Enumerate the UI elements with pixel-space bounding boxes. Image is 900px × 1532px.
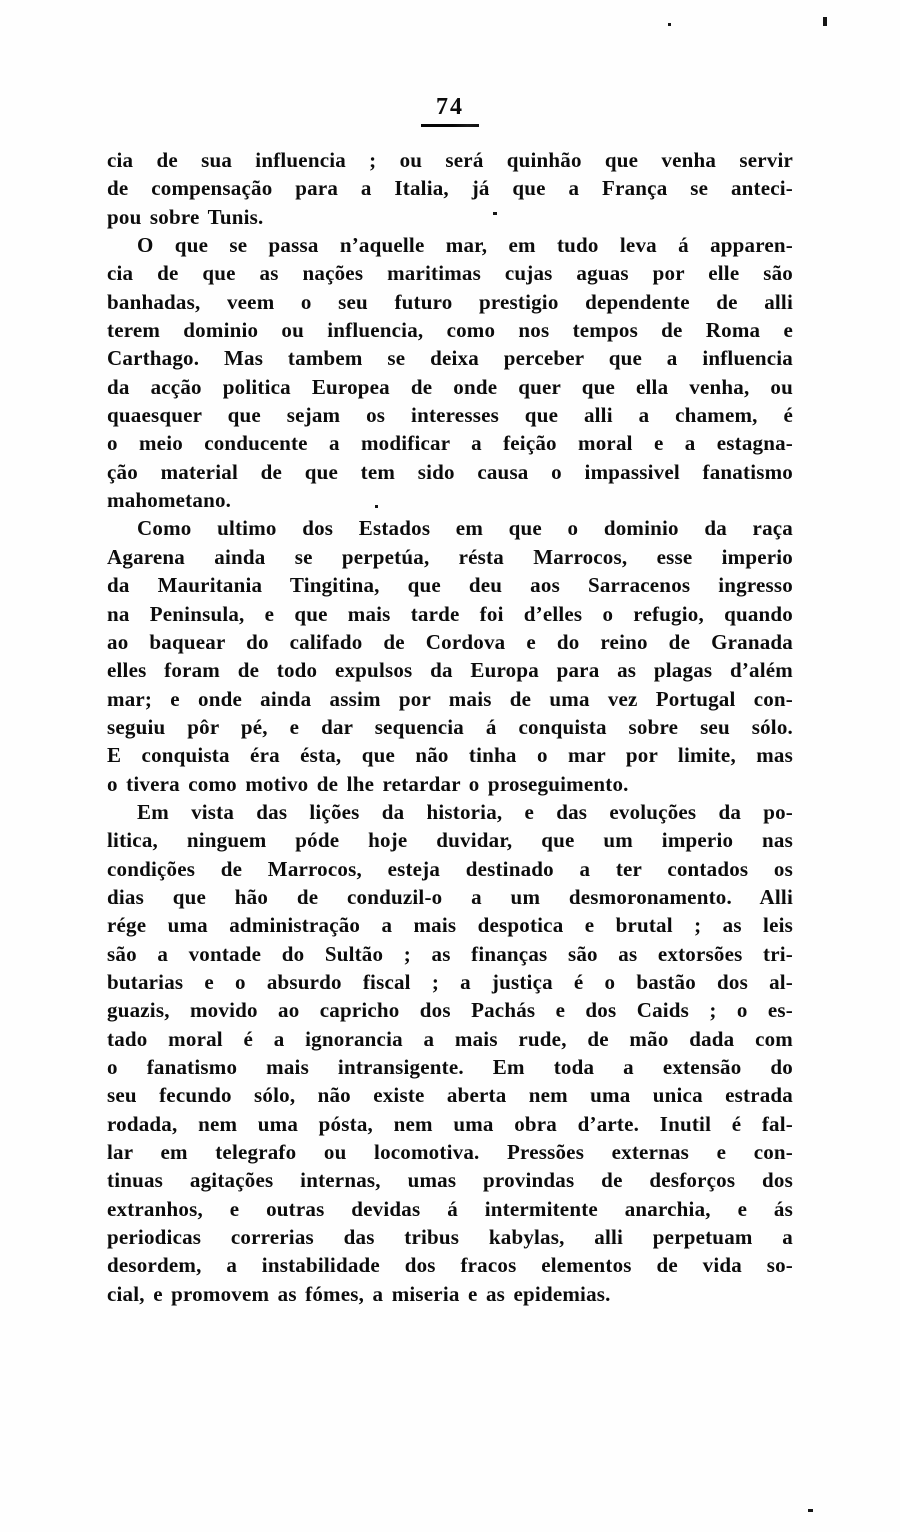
scan-speck bbox=[823, 17, 827, 26]
text-line: quaesquer que sejam os interesses que alli a chamem, é bbox=[107, 403, 793, 428]
text-line: tinuas agitações internas, umas provindas de desforços dos bbox=[107, 1168, 793, 1193]
page-number: 74 bbox=[436, 94, 464, 120]
text-line: de compensação para a Italia, já que a França se anteci- bbox=[107, 176, 793, 201]
text-line: o fanatismo mais intransigente. Em toda a extensão do bbox=[107, 1055, 793, 1079]
page-number-rule bbox=[421, 124, 479, 127]
text-line: guazis, movido ao capricho dos Pachás e dos Caids ; o es- bbox=[107, 998, 793, 1023]
text-line: são a vontade do Sultão ; as finanças são as extorsões tri- bbox=[107, 941, 793, 966]
text-line: banhadas, veem o seu futuro prestigio dependente de alli bbox=[107, 289, 793, 314]
text-line: E conquista éra ésta, que não tinha o mar por limite, mas bbox=[107, 743, 793, 768]
text-line: cia de que as nações maritimas cujas aguas por elle são bbox=[107, 261, 793, 286]
text-line: periodicas correrias das tribus kabylas, alli perpetuam a bbox=[107, 1225, 793, 1250]
text-line: terem dominio ou influencia, como nos tempos de Roma e bbox=[107, 318, 793, 343]
text-line: dias que hão de conduzil-o a um desmoronamento. Alli bbox=[107, 884, 793, 909]
scan-speck bbox=[375, 505, 378, 508]
text-line: Em vista das lições da historia, e das evoluções da po- bbox=[137, 799, 793, 824]
text-line: cia de sua influencia ; ou será quinhão que venha servir bbox=[107, 148, 793, 172]
text-line: mar; e onde ainda assim por mais de uma vez Portugal con- bbox=[107, 686, 793, 711]
text-line: tado moral é a ignorancia a mais rude, de mão dada com bbox=[107, 1026, 793, 1051]
text-line: desordem, a instabilidade dos fracos elementos de vida so- bbox=[107, 1253, 793, 1278]
text-line: elles foram de todo expulsos da Europa para as plagas d’além bbox=[107, 658, 793, 683]
text-line: na Peninsula, e que mais tarde foi d’elles o refugio, quando bbox=[107, 601, 793, 626]
text-block bbox=[107, 146, 793, 1308]
text-line: cial, e promovem as fómes, a miseria e as epidemias. bbox=[107, 1281, 611, 1306]
text-line: rodada, nem uma pósta, nem uma obra d’arte. Inutil é fal- bbox=[107, 1111, 793, 1136]
scan-speck bbox=[493, 212, 497, 215]
text-line: ção material de que tem sido causa o impassivel fanatismo bbox=[107, 459, 793, 484]
text-line: O que se passa n’aquelle mar, em tudo leva á apparen- bbox=[137, 233, 793, 258]
text-line: o meio conducente a modificar a feição moral e a estagna- bbox=[107, 431, 793, 456]
text-line: Como ultimo dos Estados em que o dominio da raça bbox=[137, 516, 793, 541]
text-line: litica, ninguem póde hoje duvidar, que um imperio nas bbox=[107, 828, 793, 853]
text-line: lar em telegrafo ou locomotiva. Pressões externas e con- bbox=[107, 1140, 793, 1165]
text-line: Carthago. Mas tambem se deixa perceber que a influencia bbox=[107, 346, 793, 371]
text-line: pou sobre Tunis. bbox=[107, 204, 264, 229]
text-line: mahometano. bbox=[107, 488, 232, 513]
text-line: seguiu pôr pé, e dar sequencia á conquista sobre seu sólo. bbox=[107, 714, 793, 739]
text-line: seu fecundo sólo, não existe aberta nem uma unica estrada bbox=[107, 1083, 793, 1108]
text-line: rége uma administração a mais despotica e brutal ; as leis bbox=[107, 913, 793, 938]
page-header bbox=[107, 94, 793, 127]
text-line: da Mauritania Tingitina, que deu aos Sarracenos ingresso bbox=[107, 573, 793, 598]
text-line: condições de Marrocos, esteja destinado a ter contados os bbox=[107, 856, 793, 881]
scan-speck bbox=[808, 1509, 813, 1512]
text-line: extranhos, e outras devidas á intermitente anarchia, e ás bbox=[107, 1196, 793, 1221]
text-line: Agarena ainda se perpetúa, résta Marrocos, esse imperio bbox=[107, 544, 793, 569]
text-line: da acção politica Europea de onde quer que ella venha, ou bbox=[107, 374, 793, 399]
text-line: ao baquear do califado de Cordova e do reino de Granada bbox=[107, 629, 793, 654]
text-line: o tivera como motivo de lhe retardar o proseguimento. bbox=[107, 771, 629, 796]
text-line: butarias e o absurdo fiscal ; a justiça é o bastão dos al- bbox=[107, 969, 793, 994]
scan-speck bbox=[668, 23, 671, 26]
